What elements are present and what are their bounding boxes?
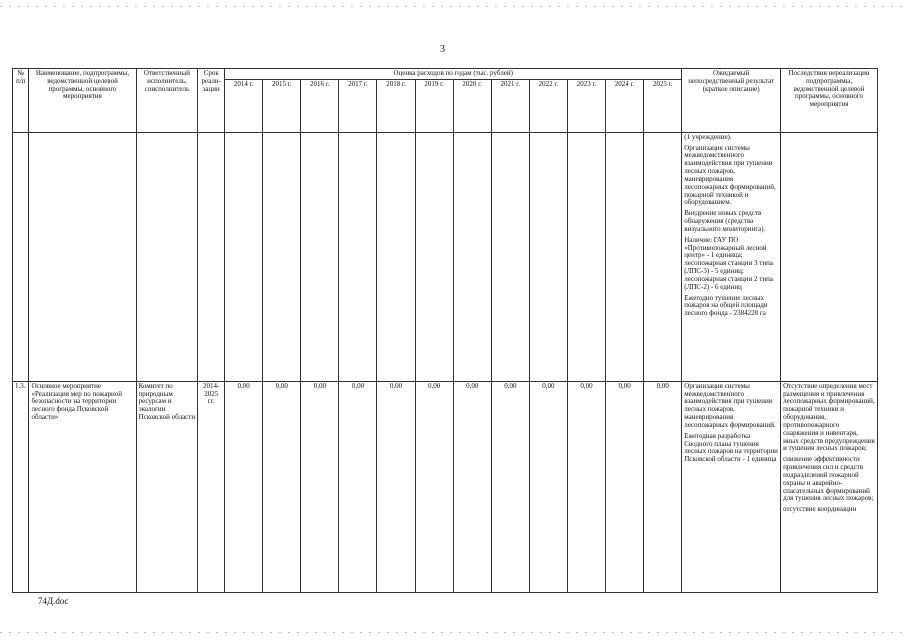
expected-text: Организация системы межведомственного взаимодействия при тушении лесных пожаров, маневрирования лесопожарных формирований. [684, 381, 776, 429]
year-header: 2021 г. [491, 79, 529, 132]
expected-text: Организация системы межведомственного взаимодействия при тушении лесных пожаров, маневрирования лесопожарных формирований, пожарной техникой и оборудованием. [684, 143, 776, 207]
col-term-header: Срок реали-зации [198, 69, 225, 133]
cost-value: 0,00 [301, 381, 339, 592]
expected-result-cell [682, 132, 781, 381]
consequences-cell [781, 381, 878, 592]
consequence-text: Отсутствие определения мест размещения и привлечения лесопожарных формирований, пожарной техники и оборудования, противопожарного снаряжения и инвентаря, иных средств предупреждения и тушения лесных пожаров; [783, 381, 875, 453]
page-number: 3 [440, 44, 445, 55]
cost-value: 0,00 [491, 381, 529, 592]
consequence-text: отсутствие координации [783, 505, 857, 514]
year-header: 2016 г. [301, 79, 339, 132]
col-name-header: Наименование, подпрограммы, ведомственной целевой программы, основного мероприятия [29, 69, 136, 133]
expected-result-cell [682, 381, 781, 592]
expected-text: Наличие: ГАУ ПО «Противопожарный лесной центр» - 1 единица; лесопожарная станции 3 типа (ЛПС-3) - 5 единиц; лесопожарная станции 2 типа (ЛПС-2) - 6 единиц [684, 235, 773, 291]
expected-text: Внедрение новых средств обнаружения (средства визуального мониторинга). [684, 209, 766, 233]
year-header: 2022 г. [529, 79, 567, 132]
year-header: 2024 г. [606, 79, 644, 132]
year-header: 2020 г. [453, 79, 491, 132]
expected-text: Ежегодно тушение лесных пожаров на общей площади лесного фонда - 2384228 га [684, 293, 768, 318]
col-consequences-header: Последствия нереализации подпрограммы, ведомственной целевой программы, основного мероприятия [781, 69, 878, 133]
bottom-scan-edge [0, 632, 905, 633]
implementation-term: 2014-2025 гг. [198, 381, 225, 592]
year-header: 2025 г. [644, 79, 682, 132]
responsible-executor: Комитет по природным ресурсам и экологии Псковской области [136, 381, 198, 592]
consequence-text: снижение эффективности привлечения сил и средств подразделений пожарной охраны и аварийно-спасательных формирований для тушения лесных пожаров; [783, 455, 874, 503]
file-name-footer: 74Д.doc [38, 596, 69, 606]
top-scan-edge [0, 6, 905, 7]
cost-value: 0,00 [644, 381, 682, 592]
cost-value: 0,00 [529, 381, 567, 592]
year-header: 2015 г. [263, 79, 301, 132]
cost-value: 0,00 [606, 381, 644, 592]
cost-value: 0,00 [225, 381, 263, 592]
year-header: 2017 г. [339, 79, 377, 132]
year-header: 2023 г. [567, 79, 605, 132]
expected-text: Ежегодная разработка Сводного плана тушения лесных пожаров на территории Псковской области - 1 единица [684, 431, 778, 464]
col-costs-header: Оценка расходов по годам (тыс. рублей) [225, 69, 682, 80]
cost-value: 0,00 [567, 381, 605, 592]
table-row [13, 132, 878, 381]
measure-name: Основное мероприятие «Реализация мер по пожарной безопасности на территории лесного фонда Псковской области» [29, 381, 136, 592]
expected-text: (1 учреждение). [684, 132, 732, 141]
cost-value: 0,00 [415, 381, 453, 592]
year-header: 2019 г. [415, 79, 453, 132]
cost-value: 0,00 [377, 381, 415, 592]
cost-value: 0,00 [263, 381, 301, 592]
year-header: 2014 г. [225, 79, 263, 132]
year-header: 2018 г. [377, 79, 415, 132]
program-table [12, 68, 878, 593]
row-number: 1.3. [13, 381, 29, 592]
col-expected-header: Ожидаемый непосредственный результат (краткое описание) [682, 69, 781, 133]
col-num-header: № п/п [13, 69, 29, 133]
cost-value: 0,00 [453, 381, 491, 592]
col-responsible-header: Ответственный исполнитель, соисполнитель [136, 69, 198, 133]
table-row [13, 381, 878, 592]
cost-value: 0,00 [339, 381, 377, 592]
